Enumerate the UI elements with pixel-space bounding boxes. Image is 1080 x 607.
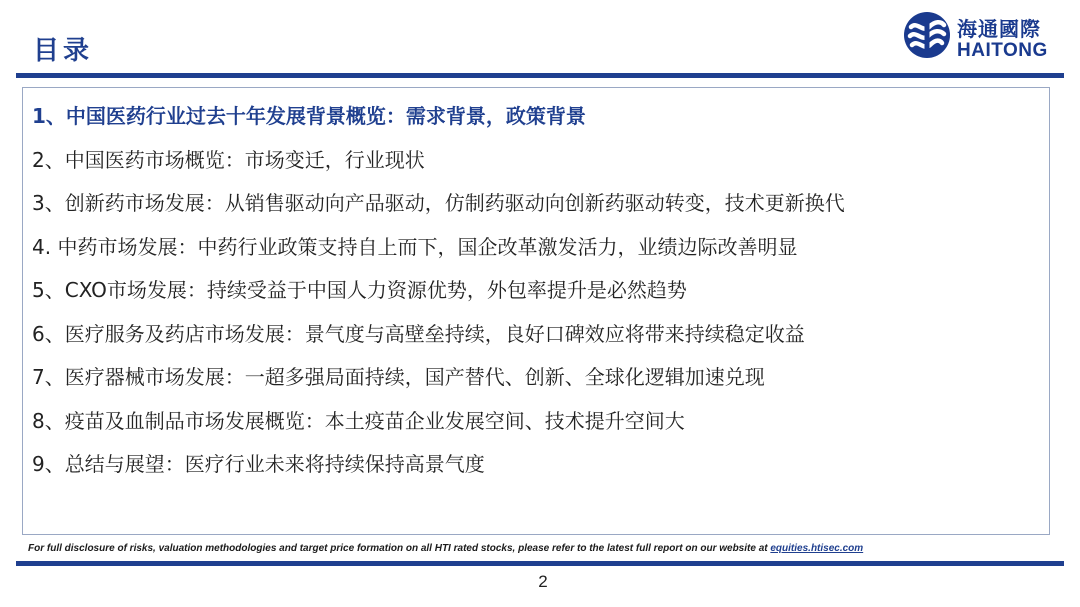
disclaimer: [28, 543, 863, 554]
haitong-logo: [902, 10, 1062, 66]
page-number: [0, 572, 1080, 592]
page-number-value: 2: [538, 572, 548, 591]
toc-item-7[interactable]: 7、医疗器械市场发展：一超多强局面持续，国产替代、创新、全球化逻辑加速兑现: [32, 365, 765, 389]
toc-item-5[interactable]: 5、CXO市场发展：持续受益于中国人力资源优势，外包率提升是必然趋势: [32, 278, 687, 302]
logo-chinese-name: 海通國際: [957, 17, 1041, 41]
toc-item-4[interactable]: 4. 中药市场发展：中药行业政策支持自上而下，国企改革激发活力，业绩边际改善明显: [32, 234, 798, 259]
haitong-emblem-icon: [902, 10, 952, 60]
disclaimer-text: For full disclosure of risks, valuation methodologies and target price formation on all HTI rated stocks, please refer to the latest full report on our website at: [28, 543, 771, 554]
website-link[interactable]: equities.htisec.com: [770, 543, 864, 554]
toc-item-3[interactable]: 3、创新药市场发展：从销售驱动向产品驱动，仿制药驱动向创新药驱动转变，技术更新换代: [32, 191, 845, 215]
toc-item-1[interactable]: 1、中国医药行业过去十年发展背景概览：需求背景，政策背景: [32, 104, 586, 128]
toc-item-9[interactable]: 9、总结与展望：医疗行业未来将持续保持高景气度: [32, 452, 485, 476]
toc-item-2[interactable]: 2、中国医药市场概览：市场变迁，行业现状: [32, 147, 425, 172]
page-title: 目录: [33, 36, 94, 66]
header-divider: [16, 73, 1064, 78]
table-of-contents: [32, 99, 845, 491]
toc-item-6[interactable]: 6、医疗服务及药店市场发展：景气度与高壁垒持续，良好口碑效应将带来持续稳定收益: [32, 321, 805, 346]
logo-english-name: HAITONG: [957, 40, 1048, 61]
footer-divider: [16, 561, 1064, 566]
toc-item-8[interactable]: 8、疫苗及血制品市场发展概览：本土疫苗企业发展空间、技术提升空间大: [32, 408, 685, 433]
